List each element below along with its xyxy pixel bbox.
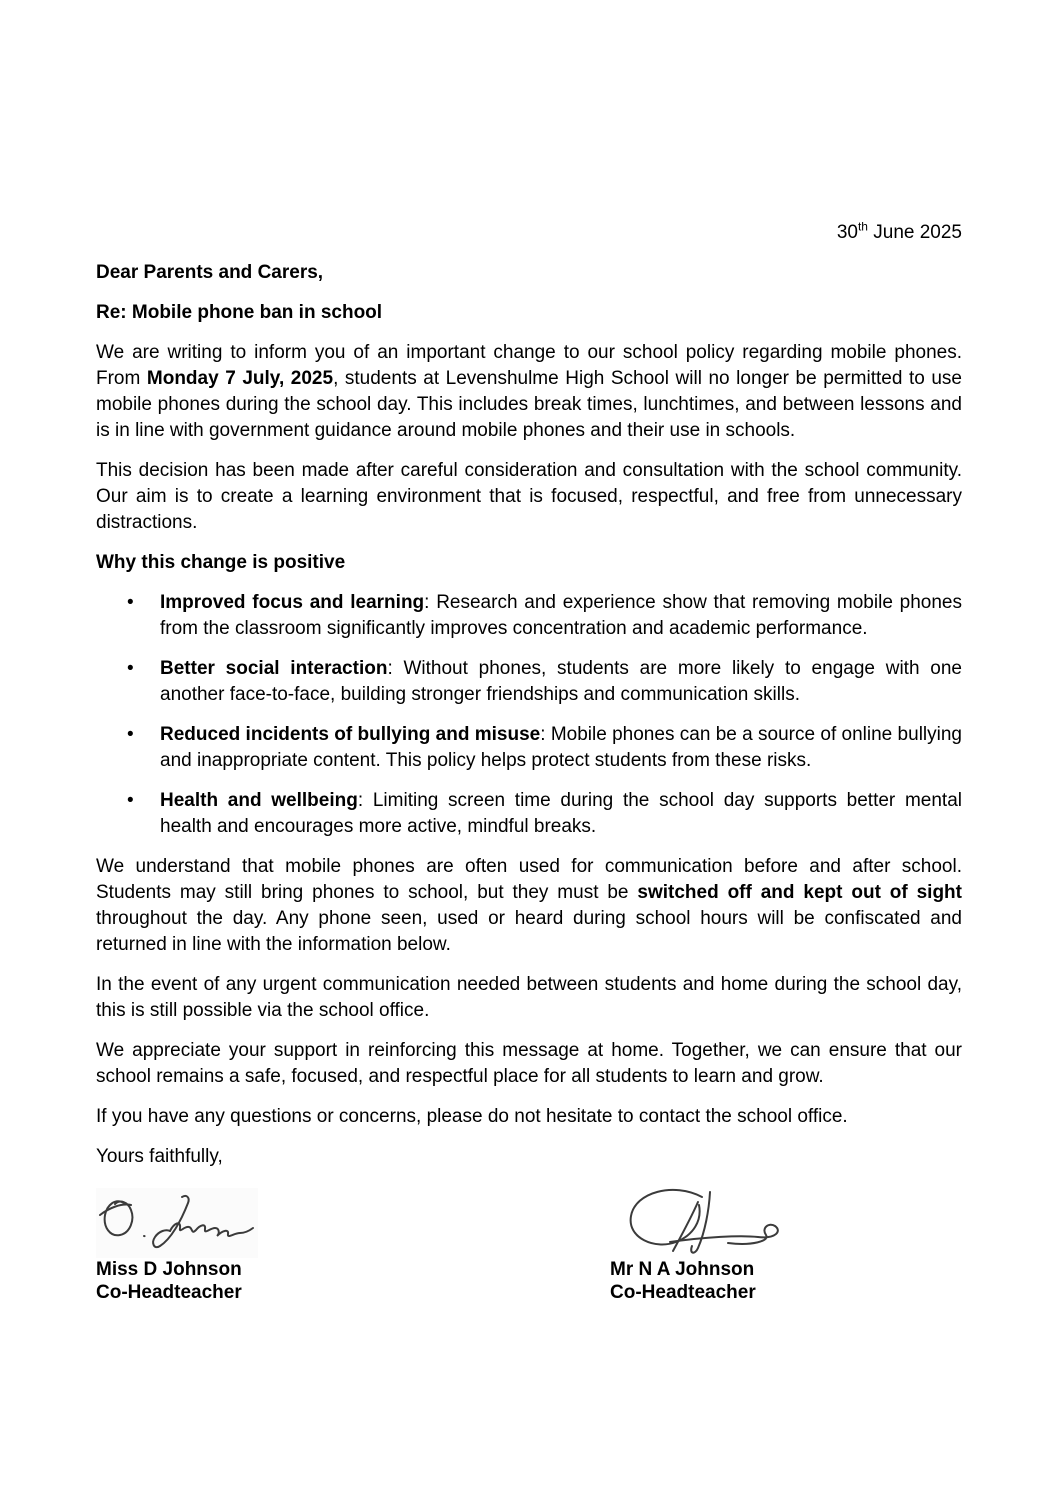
- benefit-item-bullying: • Reduced incidents of bullying and misuse: Mobile phones can be a source of online bullying and inappropriate content. This policy helps protect students from these risks.: [96, 722, 962, 774]
- date-month-year: June 2025: [867, 222, 962, 243]
- paragraph-questions: If you have any questions or concerns, please do not hesitate to contact the school office.: [96, 1106, 848, 1127]
- date-ordinal-suffix: th: [857, 219, 868, 234]
- na-johnson-handwritten-signature: [610, 1184, 785, 1258]
- closing-valediction: Yours faithfully,: [96, 1146, 223, 1167]
- paragraph-intro: We are writing to inform you of an important change to our school policy regarding mobile phones. From Monday 7 July, 2025, students at Levenshulme High School will no longer be permitted to use mobile phones during the school day. This includes break times, lunchtimes, and between lessons and is in line with government guidance around mobile phones and their use in schools.: [96, 342, 962, 441]
- signature-icon: [96, 1188, 258, 1258]
- signatory-name: Miss D Johnson: [96, 1259, 242, 1280]
- letter-date: [96, 220, 962, 246]
- subject-line: Re: Mobile phone ban in school: [96, 302, 383, 323]
- paragraph-support: We appreciate your support in reinforcing this message at home. Together, we can ensure that our school remains a safe, focused, and respectful place for all students to learn and grow.: [96, 1040, 962, 1087]
- benefit-item-focus: • Improved focus and learning: Research and experience show that removing mobile phones from the classroom significantly improves concentration and academic performance.: [96, 590, 962, 642]
- paragraph-decision: This decision has been made after careful consideration and consultation with the school community. Our aim is to create a learning environment that is focused, respectful, and free from unnecessary distractions.: [96, 460, 962, 533]
- signatory-left: [96, 1184, 610, 1304]
- paragraph-expectations: We understand that mobile phones are often used for communication before and after school. Students may still bring phones to school, but they must be switched off and kept out of sight throughout the day. Any phone seen, used or heard during school hours will be confiscated and returned in line with the information below.: [96, 856, 962, 955]
- paragraph-urgent-contact: In the event of any urgent communication needed between students and home during the school day, this is still possible via the school office.: [96, 974, 962, 1021]
- signature-block: [96, 1184, 962, 1304]
- benefits-heading: Why this change is positive: [96, 552, 346, 573]
- benefits-list: [96, 590, 962, 840]
- signatory-right: [610, 1184, 785, 1304]
- d-johnson-handwritten-signature: [96, 1184, 610, 1258]
- benefit-item-social: • Better social interaction: Without phones, students are more likely to engage with one another face-to-face, building stronger friendships and communication skills.: [96, 656, 962, 708]
- date-day: 30: [836, 222, 858, 243]
- salutation: Dear Parents and Carers,: [96, 262, 324, 283]
- signatory-name: Mr N A Johnson: [610, 1259, 755, 1280]
- signature-icon: [610, 1184, 785, 1258]
- signatory-role: Co-Headteacher: [96, 1282, 242, 1303]
- signatory-role: Co-Headteacher: [610, 1282, 756, 1303]
- benefit-item-wellbeing: • Health and wellbeing: Limiting screen time during the school day supports better mental health and encourages more active, mindful breaks.: [96, 788, 962, 840]
